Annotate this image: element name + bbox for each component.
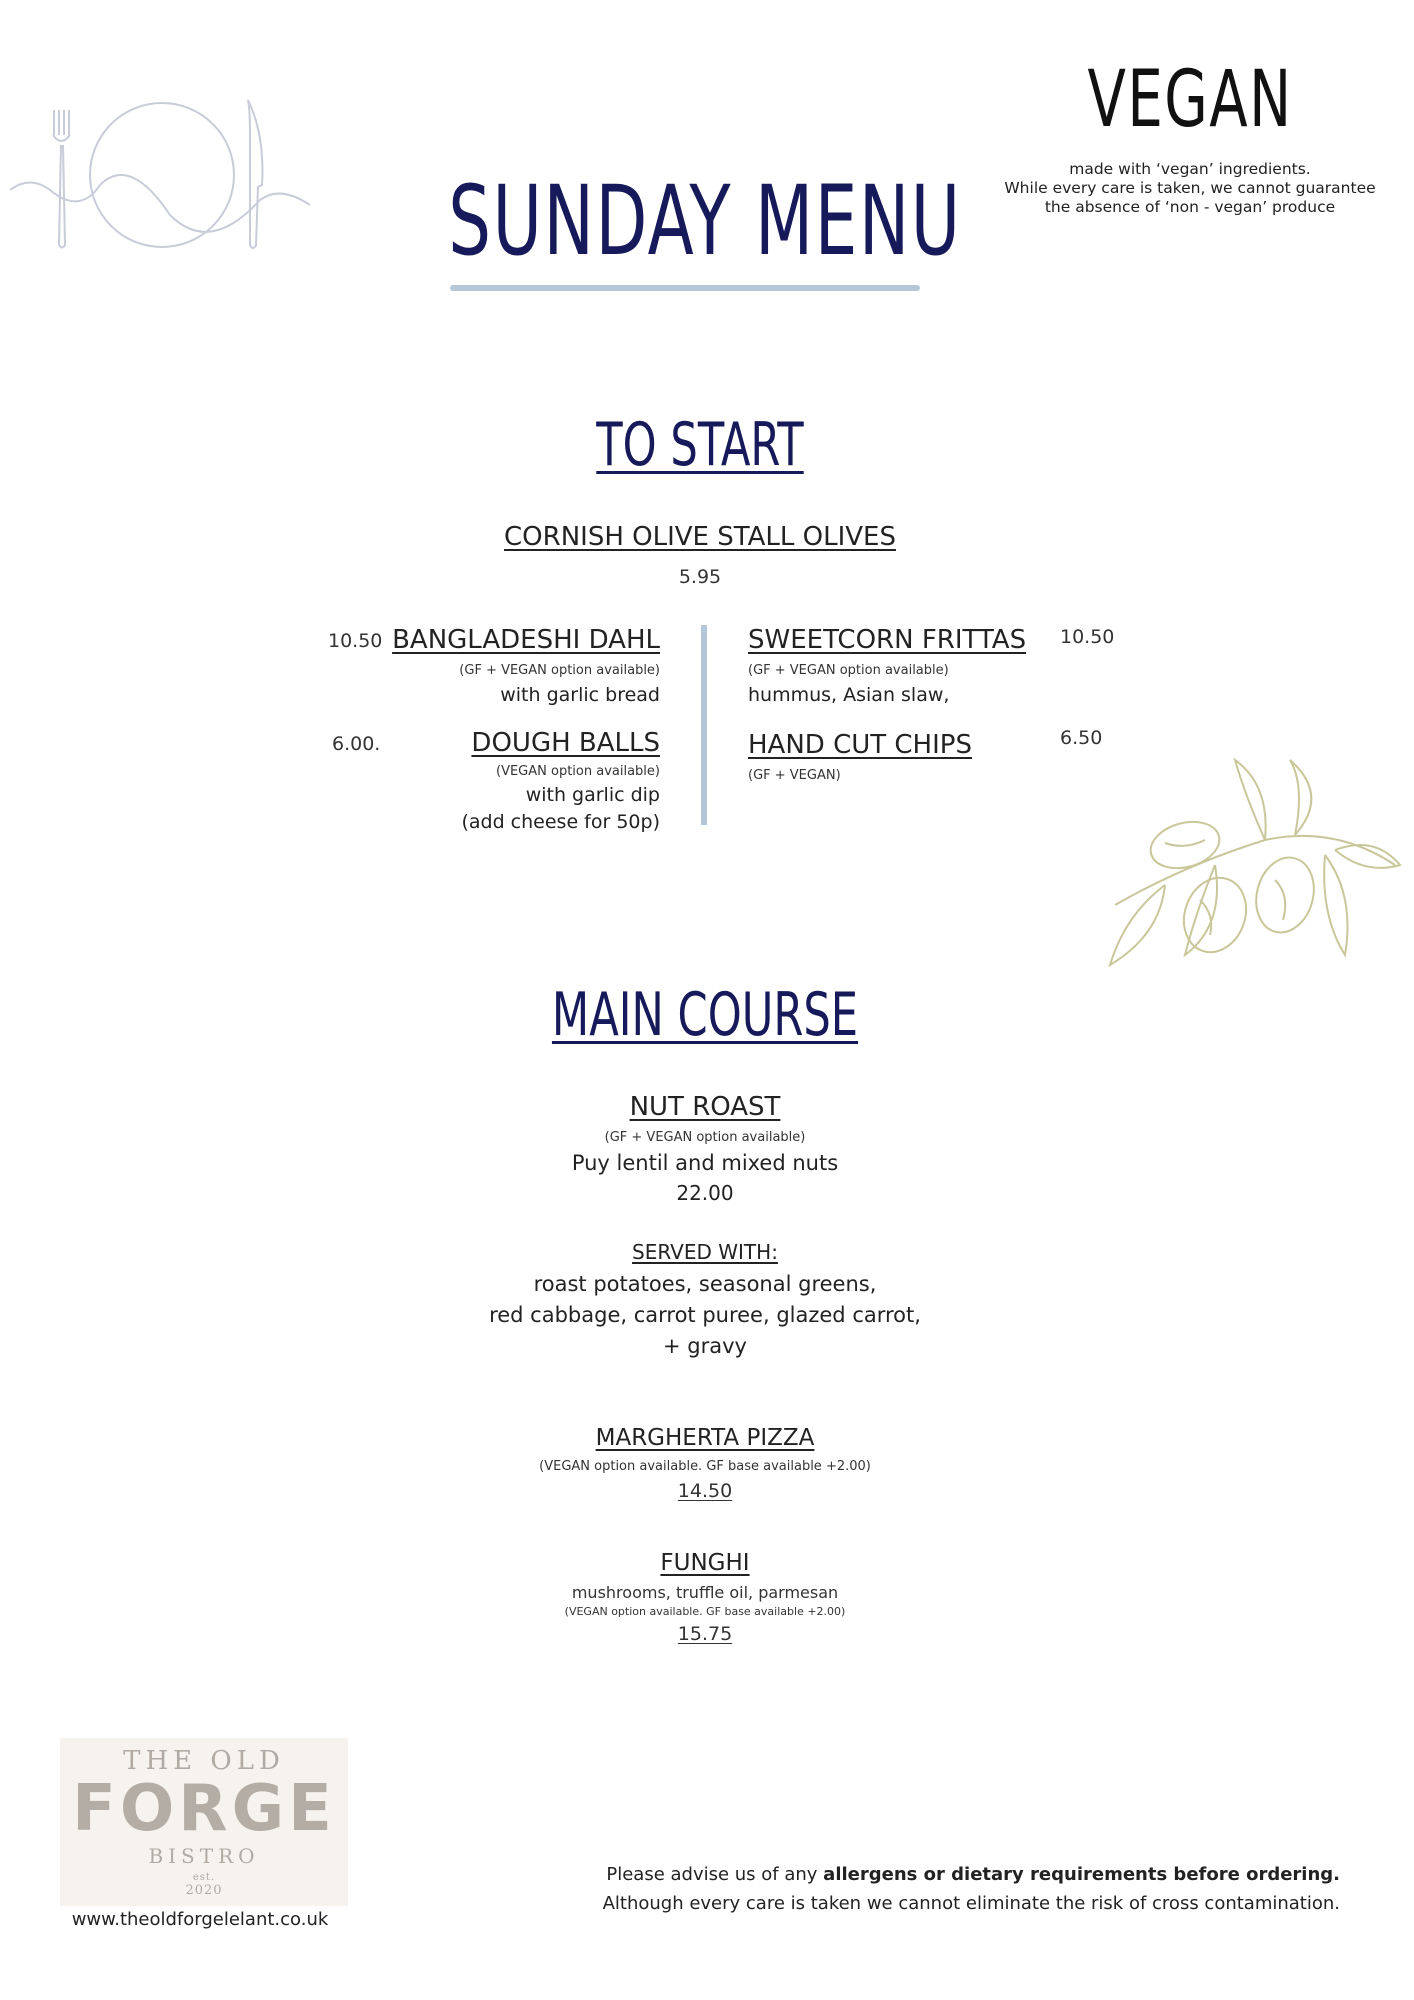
chips-name: HAND CUT CHIPS bbox=[748, 730, 972, 760]
olives-name: CORNISH OLIVE STALL OLIVES bbox=[504, 522, 896, 552]
funghi-name: FUNGHI bbox=[660, 1550, 750, 1576]
vegan-note-line-2: While every care is taken, we cannot guarantee bbox=[1004, 179, 1376, 197]
dahl-price: 10.50 bbox=[328, 630, 383, 652]
nut-roast-name: NUT ROAST bbox=[629, 1092, 781, 1122]
website-link[interactable]: www.theoldforgelelant.co.uk bbox=[71, 1909, 329, 1930]
funghi-price: 15.75 bbox=[677, 1623, 733, 1645]
pizza-note: (VEGAN option available. GF base available +2.00) bbox=[539, 1459, 871, 1474]
pizza-name: MARGHERTA PIZZA bbox=[595, 1425, 815, 1451]
section-title-to-start: TO START bbox=[596, 410, 804, 480]
funghi-note: (VEGAN option available. GF base available +2.00) bbox=[564, 1605, 846, 1618]
dahl-name: BANGLADESHI DAHL bbox=[392, 625, 660, 655]
bistro-logo bbox=[60, 1738, 348, 1906]
dough-note: (VEGAN option available) bbox=[496, 764, 660, 779]
logo-line-1: THE OLD bbox=[123, 1746, 285, 1776]
dahl-note: (GF + VEGAN option available) bbox=[459, 663, 660, 678]
nut-roast-price: 22.00 bbox=[676, 1181, 734, 1205]
chips-price: 6.50 bbox=[1060, 727, 1103, 749]
column-divider bbox=[701, 625, 707, 825]
served-with-line-1: roast potatoes, seasonal greens, bbox=[533, 1272, 877, 1296]
dough-name: DOUGH BALLS bbox=[471, 728, 660, 758]
allergen-notice-bold: allergens or dietary requirements before ordering. bbox=[823, 1864, 1340, 1885]
frittas-price: 10.50 bbox=[1060, 626, 1115, 648]
served-with-line-2: red cabbage, carrot puree, glazed carrot, bbox=[489, 1303, 921, 1327]
olives-price: 5.95 bbox=[678, 566, 722, 588]
nut-roast-note: (GF + VEGAN option available) bbox=[604, 1130, 806, 1145]
plate-cutlery-icon bbox=[10, 95, 310, 255]
nut-roast-desc: Puy lentil and mixed nuts bbox=[571, 1151, 839, 1175]
logo-year: 2020 bbox=[185, 1883, 223, 1898]
allergen-notice-pre: Please advise us of any bbox=[606, 1864, 824, 1885]
title-underline bbox=[450, 285, 920, 291]
served-with-label: SERVED WITH: bbox=[632, 1240, 778, 1264]
frittas-desc: hummus, Asian slaw, bbox=[748, 684, 950, 706]
vegan-title: VEGAN bbox=[1087, 55, 1293, 145]
funghi-desc: mushrooms, truffle oil, parmesan bbox=[571, 1583, 839, 1602]
dough-price: 6.00. bbox=[332, 733, 381, 755]
allergen-notice-line-2: Although every care is taken we cannot eliminate the risk of cross contamination. bbox=[602, 1893, 1340, 1914]
allergen-notice-line-1 bbox=[600, 1860, 1340, 1889]
logo-line-3: BISTRO bbox=[148, 1844, 260, 1868]
olive-branch-icon bbox=[1105, 755, 1405, 975]
page-title: SUNDAY MENU bbox=[448, 165, 962, 277]
frittas-name: SWEETCORN FRITTAS bbox=[748, 625, 1027, 655]
pizza-price: 14.50 bbox=[677, 1480, 733, 1502]
vegan-note-line-3: the absence of ‘non - vegan’ produce bbox=[1044, 198, 1336, 216]
logo-line-2: FORGE bbox=[72, 1772, 336, 1846]
vegan-note-line-1: made with ‘vegan’ ingredients. bbox=[1069, 160, 1311, 178]
section-title-main-course: MAIN COURSE bbox=[551, 980, 859, 1050]
served-with-line-3: + gravy bbox=[663, 1334, 747, 1358]
dough-desc-1: with garlic dip bbox=[525, 784, 660, 806]
dough-desc-2: (add cheese for 50p) bbox=[461, 811, 660, 833]
logo-est: est. bbox=[192, 1872, 216, 1883]
chips-note: (GF + VEGAN) bbox=[748, 768, 841, 783]
dahl-desc: with garlic bread bbox=[500, 684, 660, 706]
frittas-note: (GF + VEGAN option available) bbox=[748, 663, 949, 678]
